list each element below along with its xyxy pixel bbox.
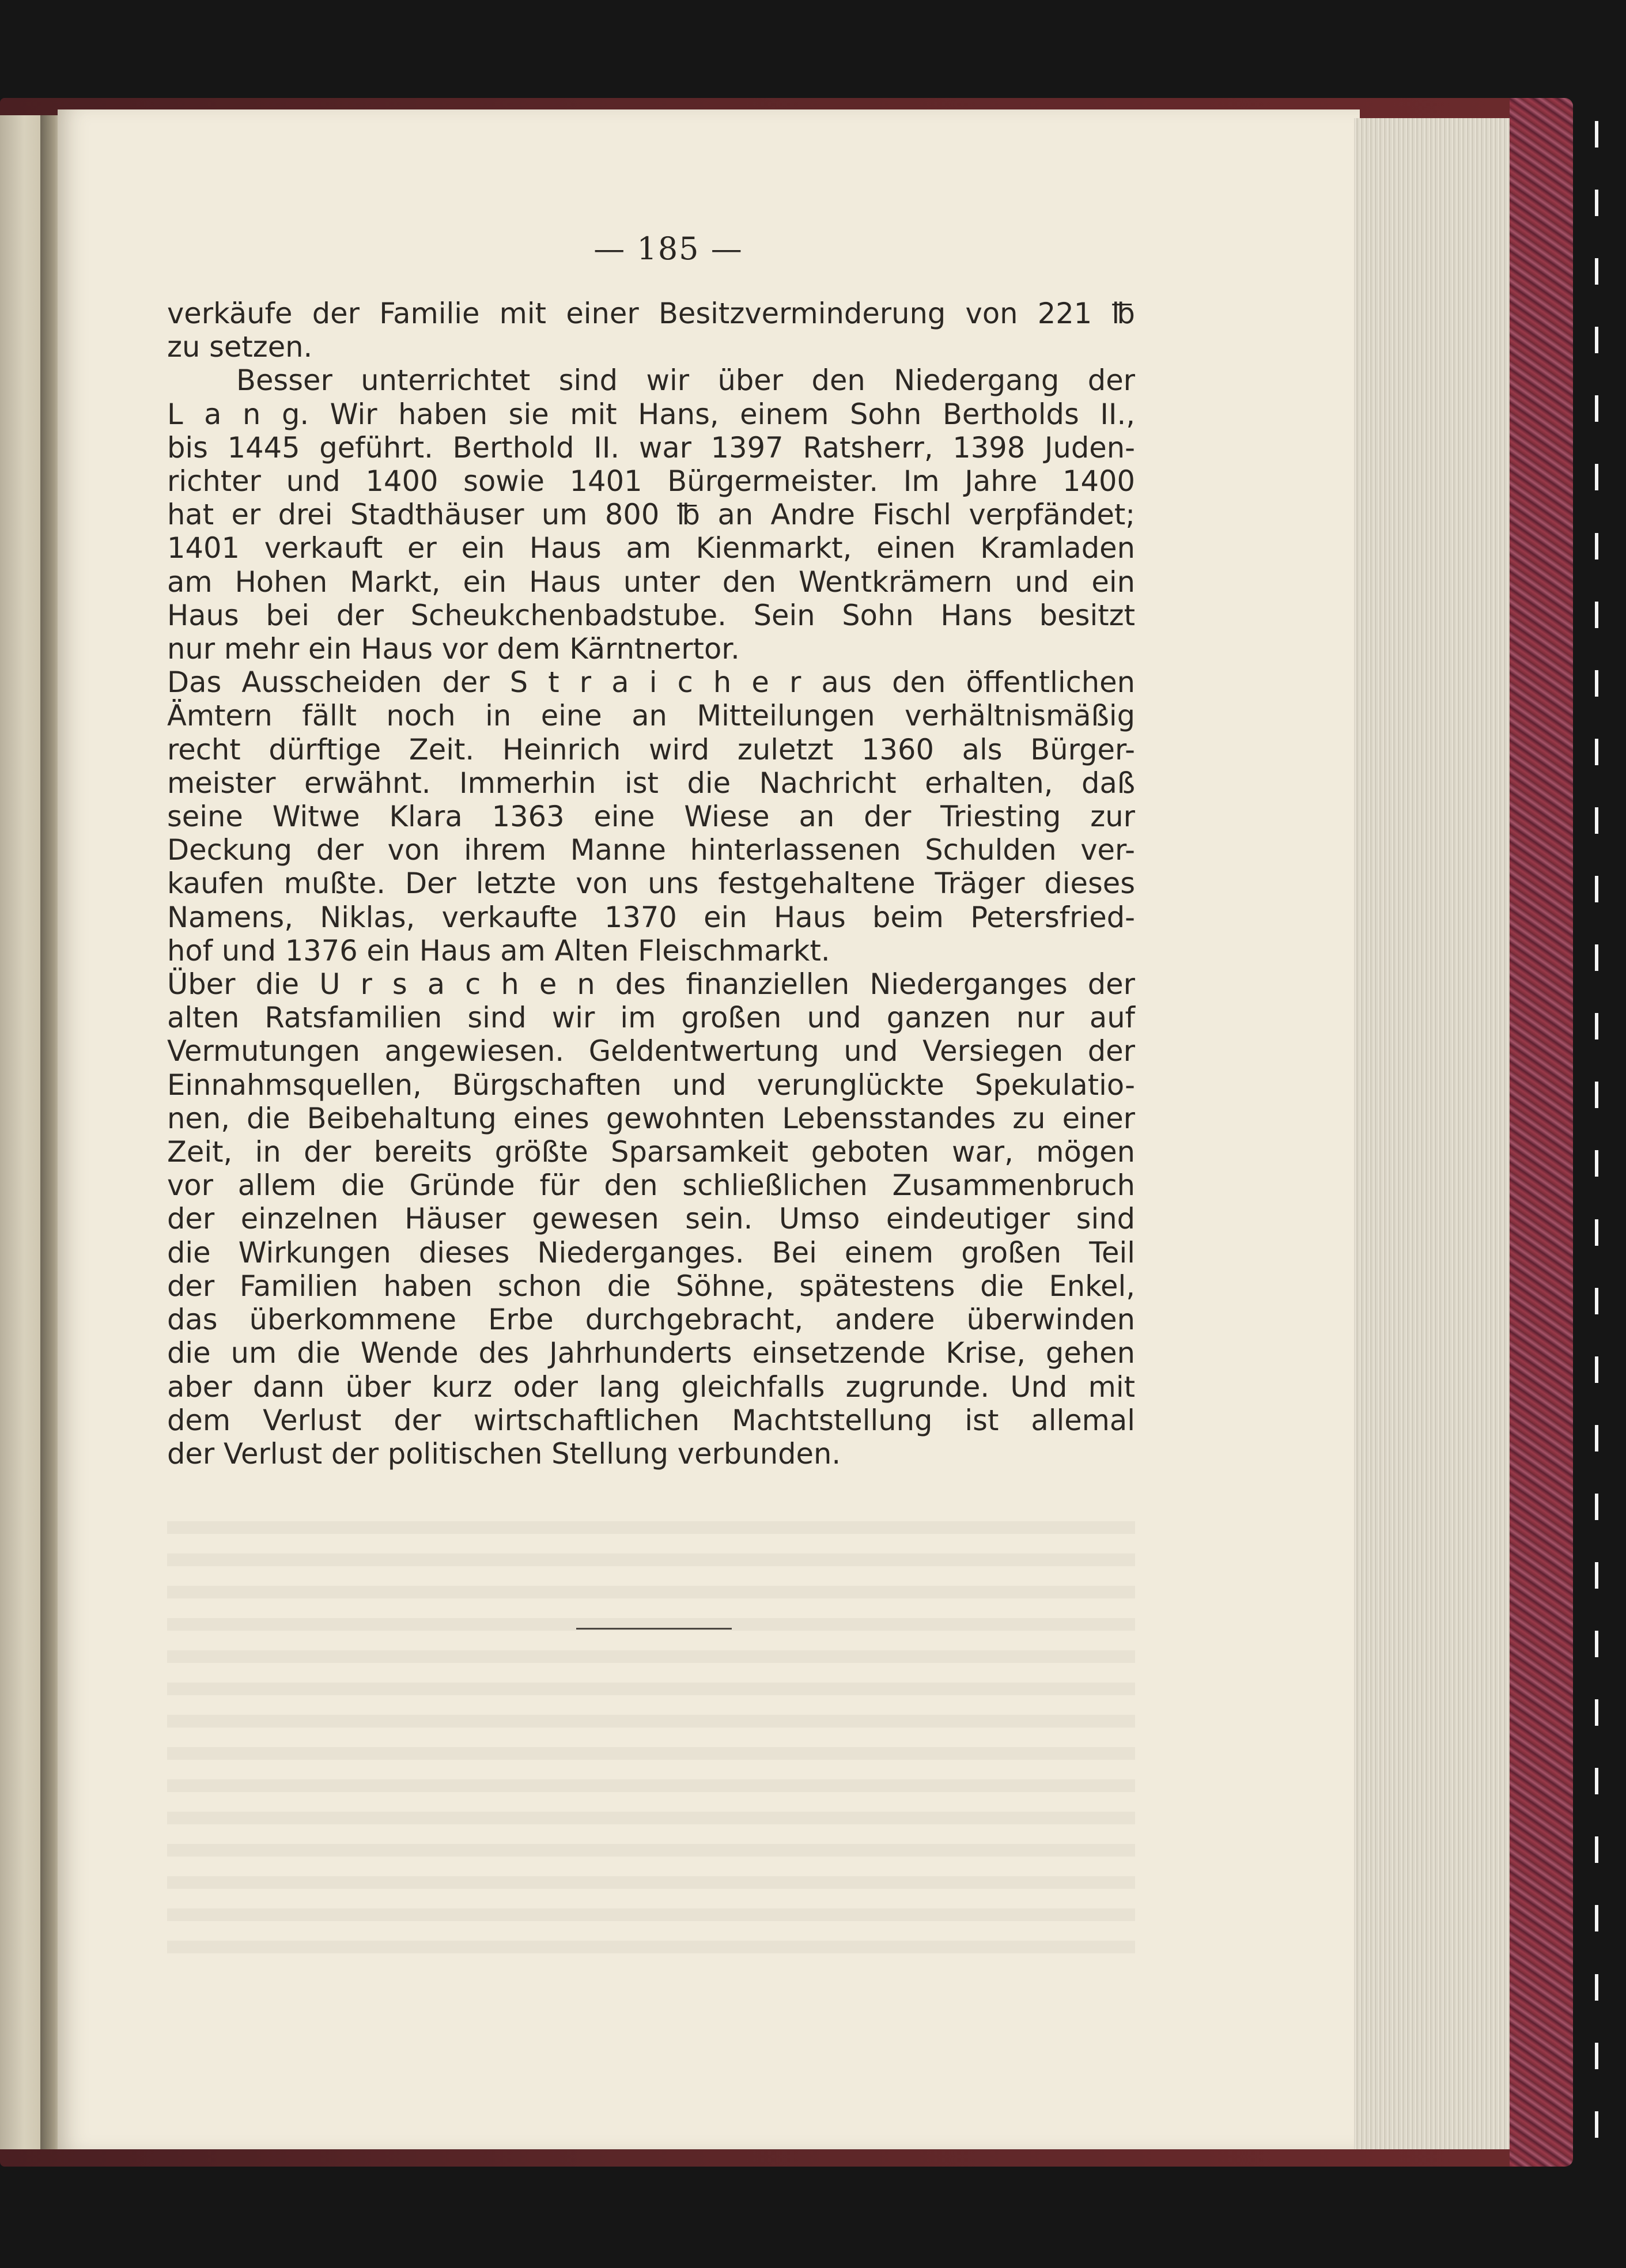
scale-tick xyxy=(1595,1356,1598,1383)
text-line: Deckung der von ihrem Manne hinterlassenen Schulden ver- xyxy=(167,833,1135,867)
text-line: aber dann über kurz oder lang gleichfalls zugrunde. Und mit xyxy=(167,1370,1135,1404)
text-line: hat er drei Stadthäuser um 800 ℔ an Andre Fischl verpfändet; xyxy=(167,498,1135,532)
text-line: zu setzen. xyxy=(167,330,313,364)
text-line: verkäufe der Familie mit einer Besitzverminderung von 221 ℔ xyxy=(167,297,1135,330)
text-line: bis 1445 geführt. Berthold II. war 1397 Ratsherr, 1398 Juden- xyxy=(167,430,1135,464)
text-line: meister erwähnt. Immerhin ist die Nachricht erhalten, daß xyxy=(167,766,1135,800)
scale-tick xyxy=(1595,1425,1598,1451)
scale-tick xyxy=(1595,1013,1598,1040)
scale-tick xyxy=(1595,1219,1598,1246)
text-line: Über die U r s a c h e n des finanziellen Niederganges der xyxy=(167,967,1135,1001)
scale-tick xyxy=(1595,876,1598,902)
text-line: nen, die Beibehaltung eines gewohnten Lebensstandes zu einer xyxy=(167,1101,1135,1135)
text-line: Vermutungen angewiesen. Geldentwertung und Versiegen der xyxy=(167,1034,1135,1068)
text-line: am Hohen Markt, ein Haus unter den Wentkrämern und ein xyxy=(167,565,1135,599)
scale-tick xyxy=(1595,1974,1598,2001)
scale-tick xyxy=(1595,2043,1598,2069)
scale-tick xyxy=(1595,1699,1598,1726)
scale-tick xyxy=(1595,807,1598,834)
scale-tick xyxy=(1595,327,1598,353)
cover-marbled-edge xyxy=(1510,98,1573,2167)
page-number: — 185 — xyxy=(593,230,743,267)
text-line: recht dürftige Zeit. Heinrich wird zuletzt 1360 als Bürger- xyxy=(167,732,1135,766)
text-line: vor allem die Gründe für den schließlichen Zusammenbruch xyxy=(167,1169,1135,1203)
scale-tick xyxy=(1595,121,1598,148)
text-line: hof und 1376 ein Haus am Alten Fleischmarkt. xyxy=(167,933,830,967)
text-line: seine Witwe Klara 1363 eine Wiese an der Triesting zur xyxy=(167,800,1135,834)
text-line: Das Ausscheiden der S t r a i c h e r aus den öffentlichen xyxy=(167,666,1135,700)
text-line: die Wirkungen dieses Niederganges. Bei einem großen Teil xyxy=(167,1235,1135,1269)
text-line: nur mehr ein Haus vor dem Kärntnertor. xyxy=(167,632,740,666)
text-line: der Familien haben schon die Söhne, spätestens die Enkel, xyxy=(167,1269,1135,1303)
scale-tick xyxy=(1595,395,1598,422)
scale-tick xyxy=(1595,670,1598,697)
text-line: die um die Wende des Jahrhunderts einsetzende Krise, gehen xyxy=(167,1336,1135,1370)
scale-tick xyxy=(1595,1288,1598,1314)
text-line: dem Verlust der wirtschaftlichen Machtstellung ist allemal xyxy=(167,1403,1135,1437)
text-line: Zeit, in der bereits größte Sparsamkeit geboten war, mögen xyxy=(167,1135,1135,1169)
scale-tick xyxy=(1595,1768,1598,1794)
show-through-text xyxy=(167,1521,1135,1953)
scale-tick xyxy=(1595,1836,1598,1863)
scan-scale-bar xyxy=(1593,121,1601,2138)
scale-tick xyxy=(1595,1150,1598,1177)
scale-tick xyxy=(1595,533,1598,560)
text-line: der Verlust der politischen Stellung verbunden. xyxy=(167,1437,841,1471)
text-line: Besser unterrichtet sind wir über den Niedergang der xyxy=(236,364,1135,398)
scale-tick xyxy=(1595,944,1598,971)
scale-tick xyxy=(1595,1082,1598,1108)
text-line: Ämtern fällt noch in eine an Mitteilungen verhältnismäßig xyxy=(167,699,1135,733)
section-end-rule xyxy=(576,1628,732,1630)
text-line: 1401 verkauft er ein Haus am Kienmarkt, einen Kramladen xyxy=(167,531,1135,565)
scale-tick xyxy=(1595,1631,1598,1657)
scale-tick xyxy=(1595,190,1598,216)
scale-tick xyxy=(1595,258,1598,285)
scale-tick xyxy=(1595,602,1598,628)
facing-page-edge xyxy=(0,115,40,2149)
text-line: der einzelnen Häuser gewesen sein. Umso eindeutiger sind xyxy=(167,1202,1135,1236)
scale-tick xyxy=(1595,739,1598,765)
body-text xyxy=(167,297,1135,1471)
scale-tick xyxy=(1595,1905,1598,1931)
page-stack-edge xyxy=(1354,118,1510,2149)
text-line: alten Ratsfamilien sind wir im großen und ganzen nur auf xyxy=(167,1001,1135,1035)
text-line: das überkommene Erbe durchgebracht, andere überwinden xyxy=(167,1303,1135,1337)
scale-tick xyxy=(1595,2111,1598,2138)
scale-tick xyxy=(1595,1562,1598,1589)
text-line: richter und 1400 sowie 1401 Bürgermeister. Im Jahre 1400 xyxy=(167,464,1135,498)
text-line: Namens, Niklas, verkaufte 1370 ein Haus beim Petersfried- xyxy=(167,900,1135,934)
scale-tick xyxy=(1595,464,1598,490)
scale-tick xyxy=(1595,1494,1598,1520)
text-line: L a n g. Wir haben sie mit Hans, einem Sohn Bertholds II., xyxy=(167,397,1135,431)
text-line: Einnahmsquellen, Bürgschaften und verunglückte Spekulatio- xyxy=(167,1068,1135,1102)
text-line: kaufen mußte. Der letzte von uns festgehaltene Träger dieses xyxy=(167,867,1135,901)
text-line: Haus bei der Scheukchenbadstube. Sein Sohn Hans besitzt xyxy=(167,598,1135,632)
